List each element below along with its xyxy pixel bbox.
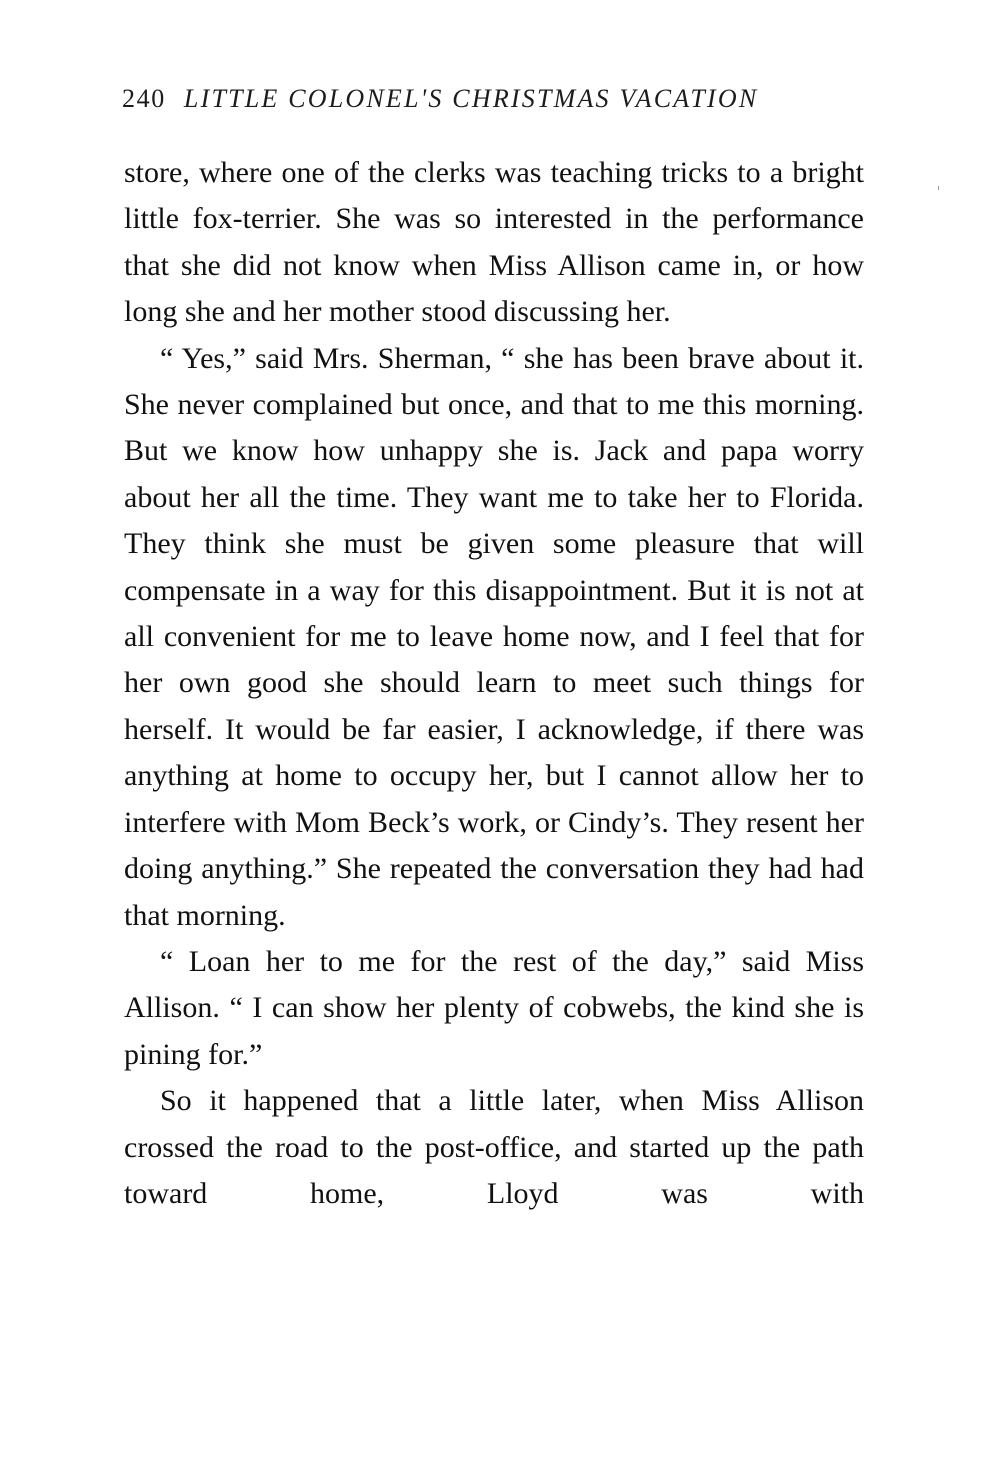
paragraph-continuation: store, where one of the clerks was teaching tricks to a bright little fox-terrier. She was so interested in the performance that she did not know when Miss Allison came in, or how long she and her mother stood discussing her. (124, 156, 864, 329)
page-number: 240 (122, 84, 166, 113)
paragraph-miss-allison: “ Loan her to me for the rest of the day,” said Miss Allison. “ I can show her plenty of cobwebs, the kind she is pining for.” (124, 944, 864, 1071)
paragraph-so-it-happened: So it happened that a little later, when Miss Allison crossed the road to the post-office, and started up the path toward home, Lloyd was with (124, 1084, 864, 1210)
scan-speck (938, 186, 939, 190)
paragraph-mrs-sherman: “ Yes,” said Mrs. Sherman, “ she has been brave about it. She never complained but once, and that to me this morning. But we know how unhappy she is. Jack and papa worry about her all the time. They want me to take her to Florida. They think she must be given some pleasure that will compensate in a way for this disappointment. But it is not at all convenient for me to leave home now, and I feel that for her own good she should learn to meet such things for herself. It would be far easier, I acknowledge, if there was anything at home to occupy her, but I cannot allow her to interfere with Mom Beck’s work, or Cindy’s. They resent her doing anything.” She repeated the conversation they had had that morning. (124, 341, 864, 932)
running-header (122, 84, 864, 124)
body-text (124, 150, 864, 1217)
running-title: LITTLE COLONEL'S CHRISTMAS VACATION (183, 84, 759, 113)
